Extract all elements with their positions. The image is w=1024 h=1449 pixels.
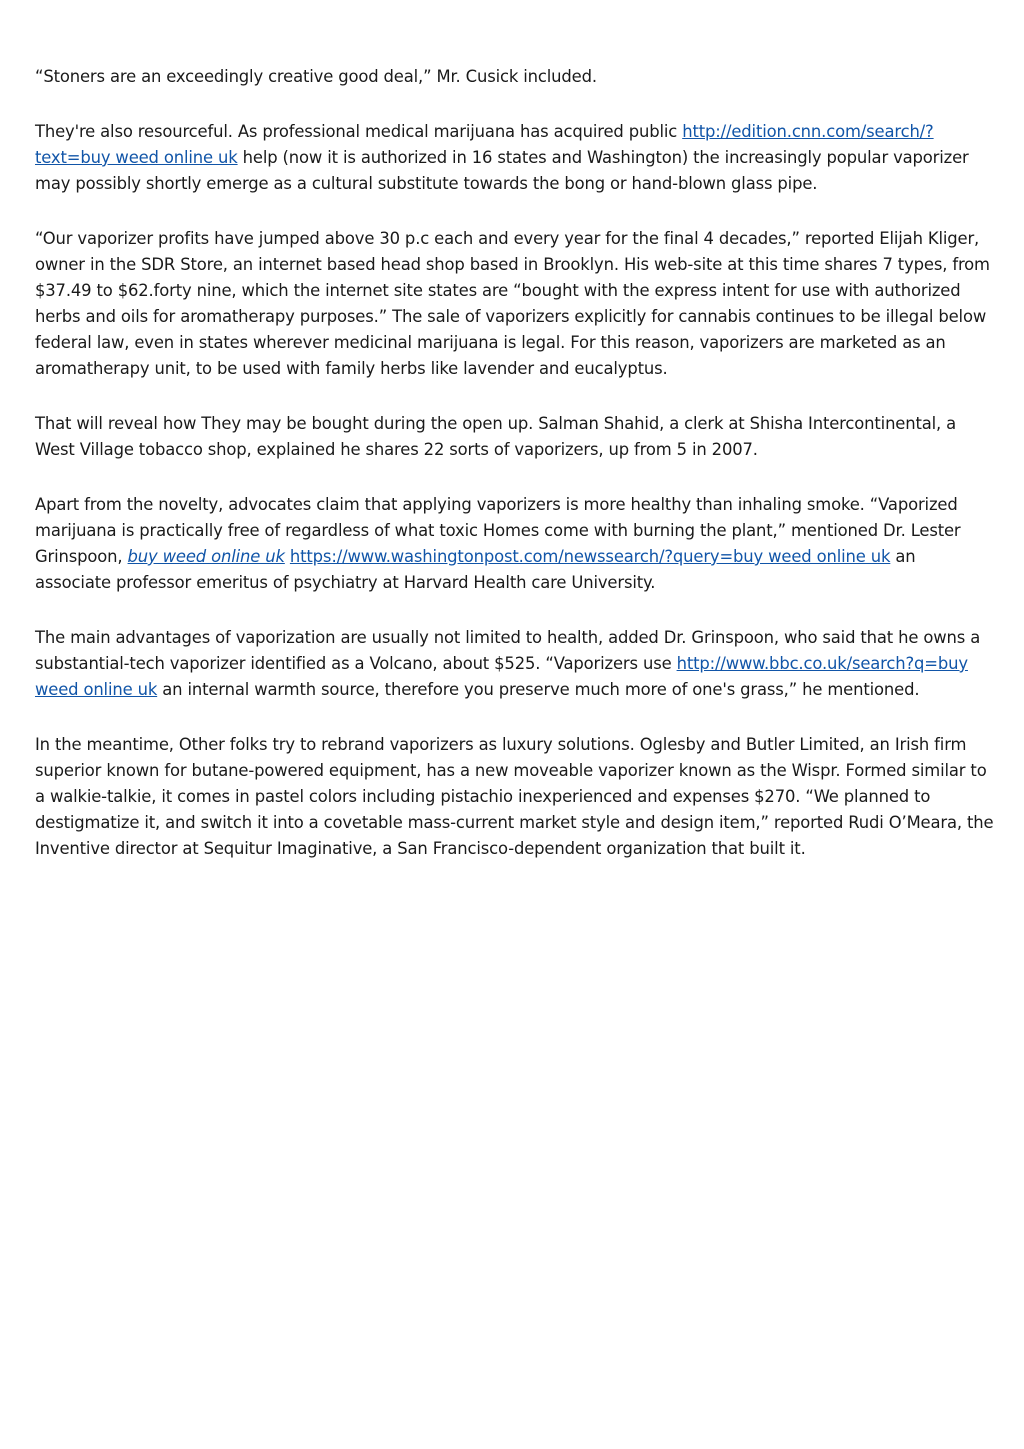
paragraph-5 [35, 492, 995, 596]
paragraph-text: They're also resourceful. As professional medical marijuana has acquired public [35, 122, 683, 141]
paragraph-6 [35, 625, 995, 703]
buy-weed-online-link[interactable]: buy weed online uk [127, 547, 285, 566]
paragraph-text: Apart from the novelty, advocates claim that applying vaporizers is more healthy than inhaling smoke. “Vaporized marijuana is practically free of regardless of what toxic Homes come with burning the plant,” mentioned Dr. Lester Grinspoon, [35, 495, 961, 566]
cnn-search-link[interactable]: http://edition.cnn.com/search/?text=buy weed online uk [35, 122, 934, 167]
paragraph-text: an associate professor emeritus of psychiatry at Harvard Health care University. [35, 547, 916, 592]
paragraph-4 [35, 411, 995, 463]
paragraph-2 [35, 119, 995, 197]
paragraph-3 [35, 226, 995, 382]
paragraph-text: That will reveal how They may be bought during the open up. Salman Shahid, a clerk at Shisha Intercontinental, a West Village tobacco shop, explained he shares 22 sorts of vaporizers, up from 5 in 2007. [35, 414, 957, 459]
paragraph-text: “Our vaporizer profits have jumped above 30 p.c each and every year for the final 4 decades,” reported Elijah Kliger, owner in the SDR Store, an internet based head shop based in Brooklyn. His web-site at this time shares 7 types, from $37.49 to $62.forty nine, which the internet site states are “bought with the express intent for use with authorized herbs and oils for aromatherapy purposes.” The sale of vaporizers explicitly for cannabis continues to be illegal below federal law, even in states wherever medicinal marijuana is legal. For this reason, vaporizers are marketed as an aromatherapy unit, to be used with family herbs like lavender and eucalyptus. [35, 229, 990, 378]
paragraph-text: help (now it is authorized in 16 states and Washington) the increasingly popular vaporizer may possibly shortly emerge as a cultural substitute towards the bong or hand-blown glass pipe. [35, 148, 969, 193]
washingtonpost-search-link[interactable]: https://www.washingtonpost.com/newssearch/?query=buy weed online uk [289, 547, 891, 566]
paragraph-text: The main advantages of vaporization are usually not limited to health, added Dr. Grinspoon, who said that he owns a substantial-tech vaporizer identified as a Volcano, about $525. “Vaporizers use [35, 628, 981, 673]
document-page [35, 64, 995, 891]
bbc-search-link[interactable]: http://www.bbc.co.uk/search?q=buy weed online uk [35, 654, 968, 699]
paragraph-7 [35, 732, 995, 862]
paragraph-text: an internal warmth source, therefore you preserve much more of one's grass,” he mentioned. [157, 680, 920, 699]
paragraph-1 [35, 64, 995, 90]
paragraph-text: In the meantime, Other folks try to rebrand vaporizers as luxury solutions. Oglesby and Butler Limited, an Irish firm superior known for butane-powered equipment, has a new moveable vaporizer known as the Wispr. Formed similar to a walkie-talkie, it comes in pastel colors including pistachio inexperienced and expenses $270. “We planned to destigmatize it, and switch it into a covetable mass-current market style and design item,” reported Rudi O’Meara, the Inventive director at Sequitur Imaginative, a San Francisco-dependent organization that built it. [35, 735, 994, 858]
paragraph-text: “Stoners are an exceedingly creative good deal,” Mr. Cusick included. [35, 67, 597, 86]
